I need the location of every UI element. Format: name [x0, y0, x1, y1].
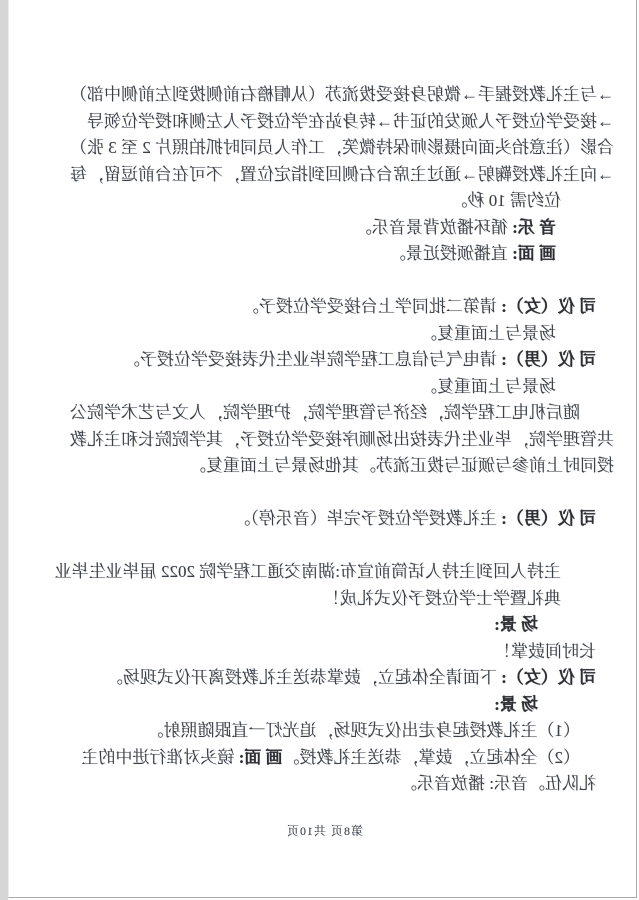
- text-run: 位约需 10 秒。: [450, 191, 561, 210]
- document-page: [8, 0, 637, 898]
- bold-label: 画 面:: [238, 747, 283, 767]
- text-run: 典礼暨学士学位授予仪式礼成！: [323, 588, 561, 608]
- text-run: （2）全体起立，鼓掌，恭送主礼教授。: [282, 747, 580, 767]
- text-line: [64, 321, 614, 348]
- page-footer: 第8页 共10页: [286, 824, 364, 838]
- text-run: 主礼教授学位授予完毕（音乐停）。: [233, 509, 502, 528]
- text-line: [64, 400, 614, 427]
- text-line: [64, 692, 614, 719]
- text-run: 合影（注意抬头面向摄影师保持微笑，工作人员同时抓拍照片 2 至 3 张）: [70, 138, 614, 157]
- bold-label: 音 乐:: [512, 217, 556, 237]
- bold-label: 司 仪（女）:: [501, 297, 596, 316]
- text-run: 长时间鼓掌！: [494, 641, 596, 661]
- blank-line: [64, 268, 614, 295]
- text-run: 主持人回到主持人话筒前宣布:湖南交通工程学院 2022 届毕业生毕业: [54, 562, 561, 581]
- text-line: [64, 82, 614, 109]
- text-line: [64, 374, 614, 401]
- text-line: [64, 347, 614, 374]
- text-run: →接受学位授予人颁发的证书→转身站在学位授予人左侧和授学位领导: [87, 111, 614, 131]
- bold-label: 场 景:: [494, 694, 538, 714]
- bold-label: 司 仪（男）:: [501, 350, 596, 369]
- text-line: [64, 215, 614, 242]
- text-run: 礼队伍。音乐: 播放音乐。: [400, 774, 596, 793]
- text-run: →与主礼教授握手→微躬身接受拨流苏（从帽檐右前侧拨到左前侧中部）: [70, 85, 614, 104]
- text-line: [64, 771, 614, 798]
- text-line: [64, 639, 614, 666]
- text-run: 共管理学院，毕业生代表按出场顺序接受学位授予，其学院院长和主礼教: [70, 429, 614, 449]
- text-line: [64, 586, 614, 613]
- blank-line: [64, 533, 614, 560]
- text-line: [64, 453, 614, 480]
- text-line: [64, 612, 614, 639]
- text-line: [64, 506, 614, 533]
- text-run: 直播颁授近景。: [388, 244, 513, 263]
- text-line: [54, 559, 614, 586]
- text-run: 请第二批同学上台接受学位授予。: [241, 297, 502, 316]
- mirrored-content: [9, 0, 639, 900]
- bold-label: 司 仪（男）:: [501, 509, 596, 528]
- text-line: [64, 109, 614, 136]
- text-run: 随后机电工程学院，经济与管理学院，护理学院，人文与艺术学院公: [70, 403, 580, 422]
- text-run: 授同时上前参与颁证与拨正流苏。其他场景与上面重复。: [189, 456, 614, 475]
- text-run: 场景与上面重复。: [420, 376, 556, 396]
- blank-line: [64, 480, 614, 507]
- text-run: →向主礼教授鞠躬→通过主席台右侧回到指定位置，不可在台前逗留，每: [70, 164, 614, 184]
- text-run: 镜头对准行进中的主: [81, 747, 239, 767]
- text-line: [64, 162, 614, 189]
- text-line: [64, 241, 614, 268]
- viewer-edge-strip: [0, 0, 8, 900]
- document-body: [9, 0, 639, 798]
- text-line: [64, 665, 614, 692]
- text-run: 场景与上面重复。: [420, 323, 556, 343]
- text-line: [64, 745, 614, 772]
- text-run: （1）主礼教授起身走出仪式现场，追光灯一直跟随照射。: [146, 721, 580, 740]
- text-run: 请电气与信息工程学院毕业生代表接受学位授予。: [122, 350, 502, 369]
- text-line: [64, 188, 614, 215]
- text-run: 循环播放背景音乐。: [354, 217, 513, 237]
- text-run: 下面请全体起立，鼓掌恭送主礼教授离开仪式现场。: [105, 668, 502, 687]
- text-line: [64, 294, 614, 321]
- text-line: [64, 135, 614, 162]
- bold-label: 司 仪（女）:: [501, 668, 596, 687]
- text-line: [64, 427, 614, 454]
- bold-label: 画 面:: [512, 244, 556, 263]
- text-line: [64, 718, 614, 745]
- bold-label: 场 景:: [494, 615, 538, 634]
